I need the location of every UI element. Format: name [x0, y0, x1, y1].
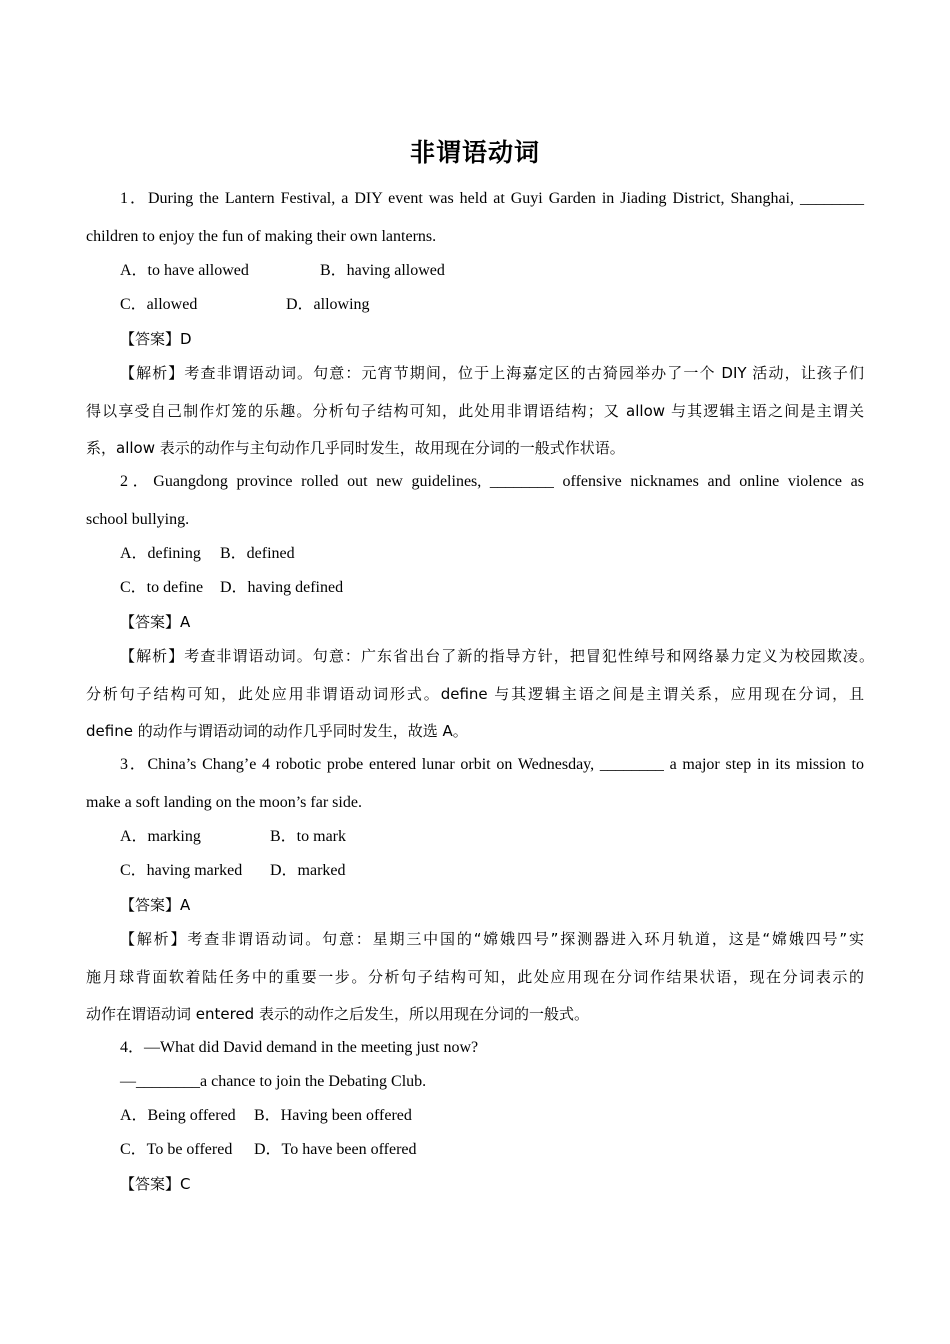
page-title: 非谓语动词 [409, 138, 540, 167]
question-2-option-d: D．having defined [220, 579, 344, 596]
question-2-answer: 【答案】A [120, 613, 191, 631]
question-1-stem-line-2: children to enjoy the fun of making their own lanterns. [86, 228, 437, 245]
question-1-option-d: D．allowing [286, 296, 370, 313]
question-4-option-a: A．Being offered [120, 1107, 236, 1124]
question-4-answer: 【答案】C [120, 1175, 191, 1193]
question-1-option-b: B．having allowed [320, 262, 445, 279]
question-3-option-b: B．to mark [270, 828, 346, 845]
question-3-analysis-line-3: 动作在谓语动词 entered 表示的动作之后发生，所以用现在分词的一般式。 [86, 1005, 589, 1023]
question-1-stem-line-1: 1．During the Lantern Festival, a DIY event was held at Guyi Garden in Jiading District, Shanghai, ________ [120, 190, 864, 207]
question-2-stem-line-2: school bullying. [86, 511, 190, 528]
question-1-option-a: A．to have allowed [120, 262, 249, 279]
question-3-analysis-line-2: 施月球背面软着陆任务中的重要一步。分析句子结构可知，此处应用现在分词作结果状语，现在分词表示的 [86, 968, 864, 986]
question-1-analysis-line-3: 系，allow 表示的动作与主句动作几乎同时发生，故用现在分词的一般式作状语。 [86, 439, 625, 457]
question-3-answer: 【答案】A [120, 896, 191, 914]
question-4-stem-line-1: 4．—What did David demand in the meeting just now? [120, 1039, 479, 1056]
question-4-option-c: C．To be offered [120, 1141, 233, 1158]
question-2-option-b: B．defined [220, 545, 295, 562]
question-4-option-b: B．Having been offered [254, 1107, 412, 1124]
question-3-option-c: C．having marked [120, 862, 243, 879]
question-3-option-a: A．marking [120, 828, 201, 845]
question-3-option-d: D．marked [270, 862, 346, 879]
question-3-analysis-line-1: 【解析】考查非谓语动词。句意：星期三中国的“嫦娥四号”探测器进入环月轨道，这是“嫦娥四号”实 [120, 930, 864, 948]
question-2-analysis-line-1: 【解析】考查非谓语动词。句意：广东省出台了新的指导方针，把冒犯性绰号和网络暴力定义为校园欺凌。 [120, 647, 874, 665]
question-1-answer: 【答案】D [120, 330, 192, 348]
question-3-stem-line-1: 3．China’s Chang’e 4 robotic probe entered lunar orbit on Wednesday, ________ a major step in its mission to [120, 756, 865, 773]
question-4-stem-line-2: —________a chance to join the Debating Club. [120, 1073, 427, 1090]
question-2-analysis-line-2: 分析句子结构可知，此处应用非谓语动词形式。define 与其逻辑主语之间是主谓关系，应用现在分词，且 [86, 685, 864, 703]
question-1-option-c: C．allowed [120, 296, 198, 313]
question-2-analysis-line-3: define 的动作与谓语动词的动作几乎同时发生，故选 A。 [86, 722, 468, 740]
question-3-stem-line-2: make a soft landing on the moon’s far side. [86, 794, 362, 811]
question-1-analysis-line-2: 得以享受自己制作灯笼的乐趣。分析句子结构可知，此处用非谓语结构；又 allow 与其逻辑主语之间是主谓关 [86, 402, 864, 420]
question-4-option-d: D．To have been offered [254, 1141, 417, 1158]
question-2-stem-line-1: 2．Guangdong province rolled out new guidelines, ________ offensive nicknames and online violence as [120, 473, 864, 490]
question-2-option-c: C．to define [120, 579, 204, 596]
question-2-option-a: A．defining [120, 545, 201, 562]
question-1-analysis-line-1: 【解析】考查非谓语动词。句意：元宵节期间，位于上海嘉定区的古猗园举办了一个 DIY 活动，让孩子们 [120, 364, 864, 382]
